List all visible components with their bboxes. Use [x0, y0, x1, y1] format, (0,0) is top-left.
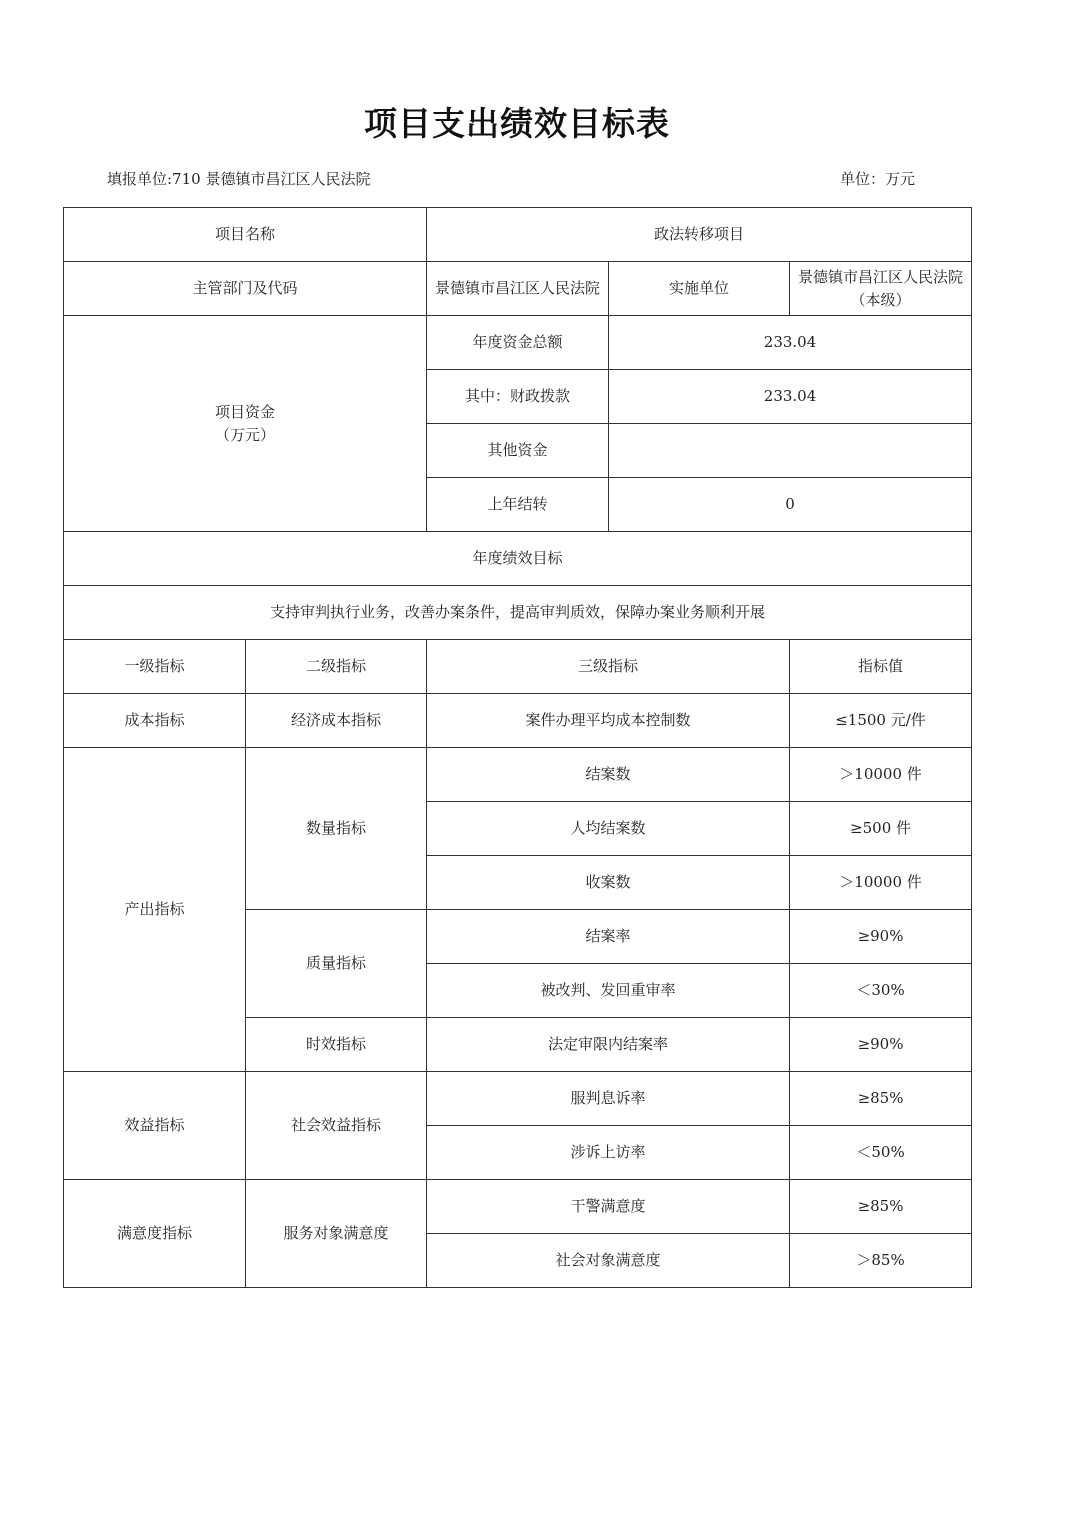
indicator-value: ≥90% — [790, 910, 972, 964]
value-header: 指标值 — [790, 640, 972, 694]
funds-other-value — [609, 424, 972, 478]
project-name-row — [64, 208, 972, 262]
satisfaction-l1: 满意度指标 — [64, 1180, 246, 1288]
indicator-value: ≥500 件 — [790, 802, 972, 856]
quantity-l2: 数量指标 — [246, 748, 427, 910]
indicator-row — [64, 1072, 972, 1126]
indicator-value: ＜50% — [790, 1126, 972, 1180]
performance-table — [63, 207, 972, 1288]
funds-label — [64, 316, 427, 532]
indicator-name: 结案率 — [427, 910, 790, 964]
funds-fiscal-label: 其中：财政拨款 — [427, 370, 609, 424]
benefit-l1: 效益指标 — [64, 1072, 246, 1180]
output-l1: 产出指标 — [64, 748, 246, 1072]
indicator-value: ≥85% — [790, 1072, 972, 1126]
indicator-row — [64, 1180, 972, 1234]
funds-total-value: 233.04 — [609, 316, 972, 370]
funds-other-label: 其他资金 — [427, 424, 609, 478]
dept-value: 景德镇市昌江区人民法院 — [427, 262, 609, 316]
indicator-row — [64, 694, 972, 748]
indicator-name: 结案数 — [427, 748, 790, 802]
project-name-label: 项目名称 — [64, 208, 427, 262]
funds-carryover-label: 上年结转 — [427, 478, 609, 532]
indicator-row — [64, 748, 972, 802]
dept-label: 主管部门及代码 — [64, 262, 427, 316]
impl-unit-value: 景德镇市昌江区人民法院（本级） — [790, 262, 972, 316]
cost-l2: 经济成本指标 — [246, 694, 427, 748]
satisfaction-l2: 服务对象满意度 — [246, 1180, 427, 1288]
level1-header: 一级指标 — [64, 640, 246, 694]
indicator-name: 社会对象满意度 — [427, 1234, 790, 1288]
money-unit: 单位：万元 — [840, 170, 916, 188]
indicator-value: ≥90% — [790, 1018, 972, 1072]
department-row — [64, 262, 972, 316]
indicator-header-row — [64, 640, 972, 694]
project-name-value: 政法转移项目 — [427, 208, 972, 262]
funds-carryover-value: 0 — [609, 478, 972, 532]
indicator-name: 法定审限内结案率 — [427, 1018, 790, 1072]
filling-unit: 填报单位:710 景德镇市昌江区人民法院 — [107, 170, 371, 188]
indicator-value: ＞85% — [790, 1234, 972, 1288]
impl-unit-label: 实施单位 — [609, 262, 790, 316]
quality-l2: 质量指标 — [246, 910, 427, 1018]
goal-label-row — [64, 532, 972, 586]
indicator-name: 服判息诉率 — [427, 1072, 790, 1126]
indicator-name: 干警满意度 — [427, 1180, 790, 1234]
benefit-l2: 社会效益指标 — [246, 1072, 427, 1180]
page-title: 项目支出绩效目标表 — [364, 104, 670, 143]
indicator-value: ＞10000 件 — [790, 856, 972, 910]
level2-header: 二级指标 — [246, 640, 427, 694]
level3-header: 三级指标 — [427, 640, 790, 694]
indicator-value: ≥85% — [790, 1180, 972, 1234]
funds-label-line2: （万元） — [215, 425, 276, 444]
funds-row — [64, 316, 972, 370]
indicator-value: ≤1500 元/件 — [790, 694, 972, 748]
indicator-name: 案件办理平均成本控制数 — [427, 694, 790, 748]
indicator-value: ＜30% — [790, 964, 972, 1018]
indicator-name: 涉诉上访率 — [427, 1126, 790, 1180]
cost-l1: 成本指标 — [64, 694, 246, 748]
timeliness-l2: 时效指标 — [246, 1018, 427, 1072]
funds-total-label: 年度资金总额 — [427, 316, 609, 370]
indicator-name: 被改判、发回重审率 — [427, 964, 790, 1018]
indicator-value: ＞10000 件 — [790, 748, 972, 802]
indicator-name: 收案数 — [427, 856, 790, 910]
indicator-name: 人均结案数 — [427, 802, 790, 856]
funds-fiscal-value: 233.04 — [609, 370, 972, 424]
annual-goal-label: 年度绩效目标 — [64, 532, 972, 586]
goal-text-row — [64, 586, 972, 640]
annual-goal-text: 支持审判执行业务，改善办案条件，提高审判质效，保障办案业务顺利开展 — [64, 586, 972, 640]
funds-label-line1: 项目资金 — [215, 402, 276, 421]
